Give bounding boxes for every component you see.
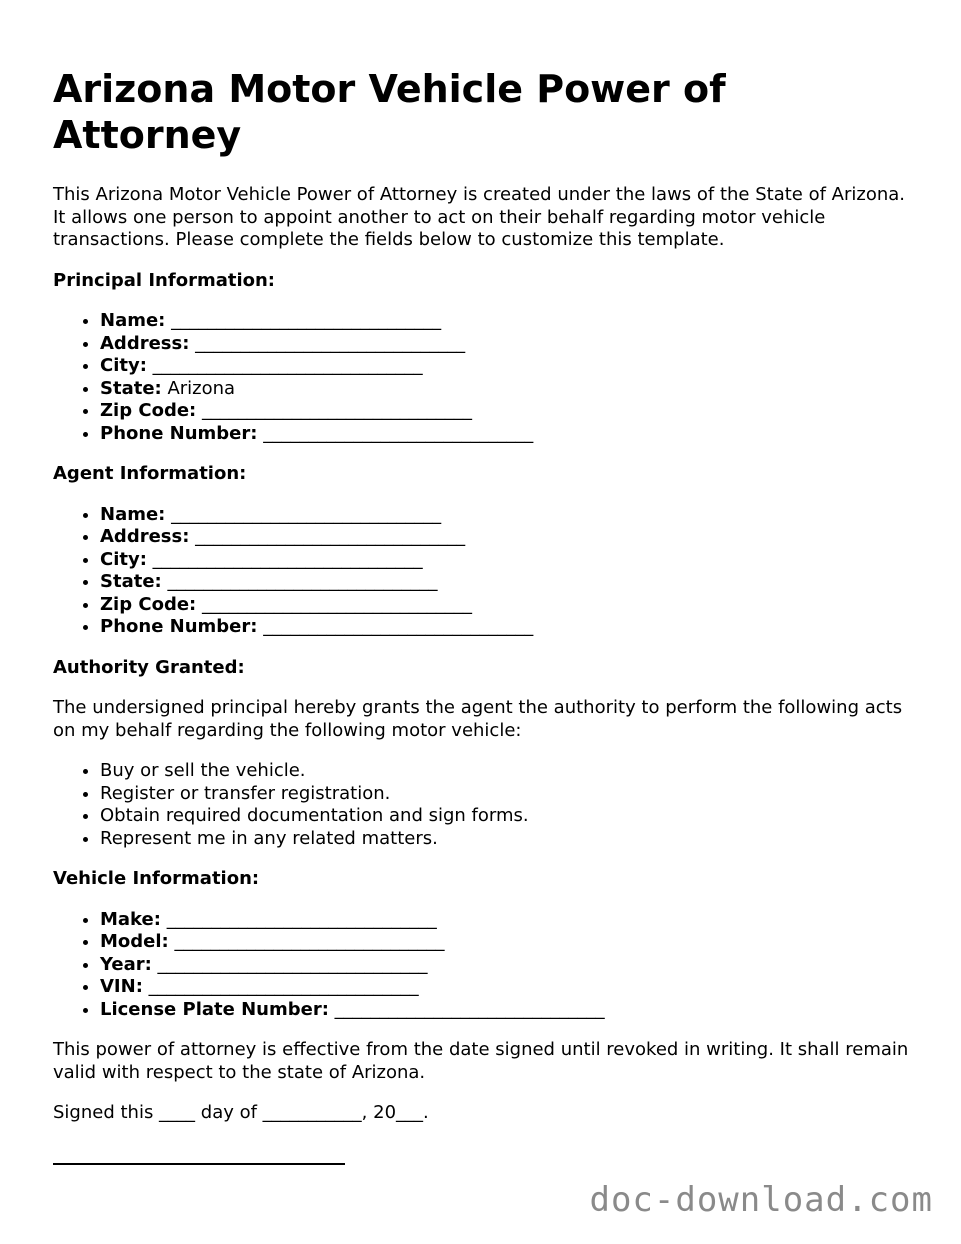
authority-list	[53, 760, 913, 850]
agent-zip-field[interactable]: • Zip Code: ______________________________	[100, 594, 913, 617]
principal-city-value: ______________________________	[152, 355, 423, 376]
principal-address-field[interactable]: • Address: ______________________________	[100, 333, 913, 356]
authority-heading: Authority Granted:	[53, 656, 245, 678]
signature-line[interactable]	[53, 1163, 345, 1165]
document-page	[53, 66, 913, 1165]
watermark: doc-download.com	[589, 1180, 933, 1220]
vehicle-year-value: ______________________________	[157, 953, 428, 975]
agent-name-field[interactable]: • Name: ______________________________	[100, 504, 913, 527]
vehicle-make-field[interactable]: • Make: ______________________________	[100, 909, 913, 932]
agent-phone-value: ______________________________	[263, 616, 534, 637]
agent-city-field[interactable]: • City: ______________________________	[100, 549, 913, 572]
signed-line[interactable]: Signed this ____ day of ___________, 20___.	[53, 1102, 429, 1123]
agent-address-field[interactable]: • Address: ______________________________	[100, 526, 913, 549]
principal-fields	[53, 310, 913, 445]
principal-city-field[interactable]: • City: ______________________________	[100, 355, 913, 378]
agent-phone-field[interactable]: • Phone Number: ______________________________	[100, 616, 913, 639]
vehicle-plate-value: ______________________________	[334, 998, 605, 1020]
vehicle-model-value: ______________________________	[174, 931, 445, 952]
agent-state-value: ______________________________	[167, 571, 438, 592]
principal-state-value: Arizona	[167, 377, 236, 399]
vehicle-fields	[53, 909, 913, 1022]
vehicle-make-value: ______________________________	[166, 908, 437, 930]
vehicle-plate-field[interactable]: • License Plate Number: ______________________________	[100, 999, 913, 1022]
principal-zip-field[interactable]: • Zip Code: ______________________________	[100, 400, 913, 423]
intro-paragraph: This Arizona Motor Vehicle Power of Attorney is created under the laws of the State of Arizona. It allows one person to appoint another to act on their behalf regarding motor vehicle transactions. Please complete the fields below to customize this template.	[53, 184, 905, 250]
agent-zip-value: ______________________________	[201, 593, 472, 615]
principal-state-field[interactable]: • State: Arizona	[100, 378, 913, 401]
agent-address-value: ______________________________	[195, 526, 466, 547]
vehicle-vin-value: ______________________________	[148, 976, 419, 997]
principal-name-field[interactable]: • Name: ______________________________	[100, 310, 913, 333]
principal-address-value: ______________________________	[195, 332, 466, 354]
principal-zip-value: ______________________________	[201, 400, 472, 421]
agent-city-value: ______________________________	[152, 548, 423, 570]
agent-name-value: ______________________________	[171, 503, 442, 525]
authority-item: • Register or transfer registration.	[100, 783, 913, 806]
agent-fields	[53, 504, 913, 639]
vehicle-year-field[interactable]: • Year: ______________________________	[100, 954, 913, 977]
agent-state-field[interactable]: • State: ______________________________	[100, 571, 913, 594]
principal-name-value: ______________________________	[171, 310, 442, 331]
agent-heading: Agent Information:	[53, 463, 247, 484]
effective-paragraph: This power of attorney is effective from the date signed until revoked in writing. It shall remain valid with respect to the state of Arizona.	[53, 1039, 909, 1083]
document-title: Arizona Motor Vehicle Power of Attorney	[53, 67, 726, 157]
authority-item: • Buy or sell the vehicle.	[100, 760, 913, 783]
principal-phone-field[interactable]: • Phone Number: ______________________________	[100, 423, 913, 446]
authority-paragraph: The undersigned principal hereby grants the agent the authority to perform the following acts on my behalf regarding the following motor vehicle:	[53, 697, 903, 741]
principal-heading: Principal Information:	[53, 269, 276, 291]
authority-item: • Obtain required documentation and sign forms.	[100, 805, 913, 828]
vehicle-model-field[interactable]: • Model: ______________________________	[100, 931, 913, 954]
authority-item: • Represent me in any related matters.	[100, 828, 913, 851]
vehicle-heading: Vehicle Information:	[53, 868, 260, 889]
principal-phone-value: ______________________________	[263, 422, 534, 444]
vehicle-vin-field[interactable]: • VIN: ______________________________	[100, 976, 913, 999]
